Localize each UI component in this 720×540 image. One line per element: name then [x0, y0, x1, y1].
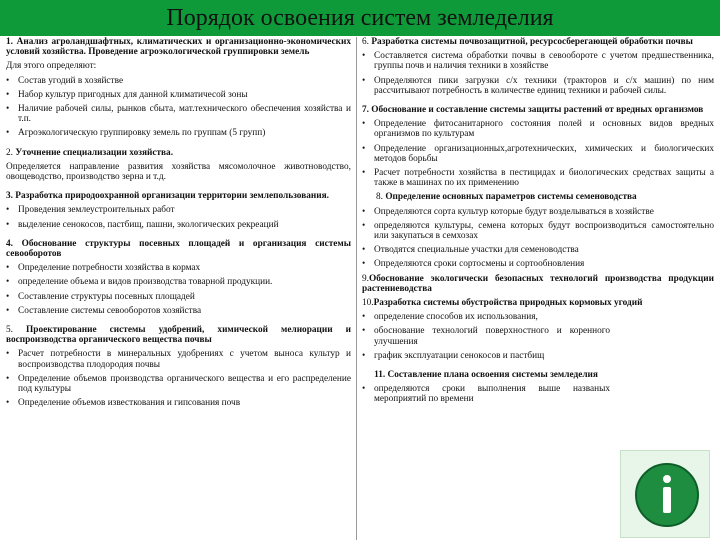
- section-6-heading: [362, 37, 714, 47]
- list-item: • Составление структуры посевных площадей: [6, 292, 351, 302]
- section-10-title: Разработка системы обустройства природных кормовых угодий: [373, 298, 643, 309]
- section-8-title: Определение основных параметров системы семеноводства: [385, 192, 637, 203]
- list-item: • Определяются сроки сортосмены и сортообновления: [362, 259, 714, 269]
- section-10-number: 10.: [362, 298, 374, 309]
- list-item: • Проведения землеустроительных работ: [6, 205, 351, 215]
- list-item: • график эксплуатации сенокосов и пастбищ: [362, 351, 610, 361]
- section-1-intro: Для этого определяют:: [6, 61, 97, 72]
- section-5-number: 5.: [6, 325, 13, 336]
- list-item: • Определение объемов известкования и гипсования почв: [6, 398, 351, 408]
- list-item: • Определяются сорта культур которые будут возделываться в хозяйстве: [362, 207, 714, 217]
- list-item: • Составление системы севооборотов хозяйства: [6, 306, 351, 316]
- list-item: • Определение фитосанитарного состояния полей и основных видов вредных организмов по культурам: [362, 119, 714, 139]
- section-3-heading: 3. Разработка природоохранной организации территории землепользования.: [6, 191, 329, 202]
- list-item: • Состав угодий в хозяйстве: [6, 76, 351, 86]
- info-icon: [635, 463, 699, 527]
- list-item: • Определение объемов производства органического вещества и его распределение под культуры: [6, 374, 351, 394]
- left-column: [6, 37, 351, 540]
- section-2-title: Уточнение специализации хозяйства.: [15, 147, 174, 158]
- section-8-number: 8.: [376, 192, 383, 203]
- list-item: • Отводятся специальные участки для семеноводства: [362, 245, 714, 255]
- list-item: • определяются сроки выполнения выше названых мероприятий по времени: [362, 384, 610, 404]
- section-5-title: Проектирование системы удобрений, химической мелиорации и воспроизводства органического вещества почвы: [6, 325, 351, 346]
- section-7-heading: 7. Обоснование и составление системы защиты растений от вредных организмов: [362, 105, 704, 116]
- section-1-heading: 1. Анализ агроландшафтных, климатических и организационно-экономических условий хозяйства. Проведение агроэкологической группировки земель: [6, 37, 351, 58]
- column-divider: [356, 37, 357, 540]
- list-item: • определение объема и видов производства товарной продукции.: [6, 277, 351, 287]
- section-10-heading: [362, 298, 714, 308]
- list-item: • определение способов их использования,: [362, 312, 610, 322]
- section-9-number: 9.: [362, 273, 369, 284]
- section-6-title: Разработка системы почвозащитной, ресурсосберегающей обработки почвы: [371, 37, 693, 47]
- page-title: Порядок освоения систем земледелия: [166, 5, 554, 31]
- list-item: • Определение потребности хозяйства в кормах: [6, 263, 351, 273]
- list-item: • выделение сенокосов, пастбищ, пашни, экологических рекреаций: [6, 220, 351, 230]
- list-item: • Составляется система обработки почвы в севообороте с учетом предшественника, группы почв и наличия техники в хозяйстве: [362, 51, 714, 71]
- info-badge: [620, 450, 710, 538]
- section-4-heading: 4. Обоснование структуры посевных площадей и организация системы севооборотов: [6, 238, 351, 260]
- section-2-text: Определяется направление развития хозяйства мясомолочное животноводство, овощеводство, производство зерна и т.д.: [6, 161, 351, 183]
- section-9-title: Обоснование экологически безопасных технологий производства продукции растениеводства: [362, 273, 714, 294]
- list-item: • Наличие рабочей силы, рынков сбыта, мат.технического обеспечения хозяйства и т.п.: [6, 104, 351, 124]
- list-item: • Агроэкологическую группировку земель по группам (5 групп): [6, 128, 351, 138]
- list-item: • Определяются пики загрузки с/х техники (тракторов и с/х машин) по ним рассчитывают потребность в количестве единиц техники и рабочей силы.: [362, 76, 714, 96]
- section-2-number: 2.: [6, 147, 13, 158]
- section-6-number: 6.: [362, 37, 369, 47]
- list-item: • Набор культур пригодных для данной климатичесой зоны: [6, 90, 351, 100]
- section-11-heading: 11. Составление плана освоения системы земледелия: [374, 370, 598, 381]
- section-9-heading: [362, 274, 714, 294]
- list-item: • обоснование технологий поверхностного и коренного улучшения: [362, 326, 610, 346]
- section-2-heading: [6, 148, 351, 158]
- list-item: • Определение организационных,агротехнических, химических и биологических методов борьбы: [362, 144, 714, 164]
- list-item: • Расчет потребности в минеральных удобрениях с учетом выноса культур и воспроизводства плодородия почвы: [6, 349, 351, 369]
- section-5-heading: [6, 325, 351, 345]
- list-item: • определяются культуры, семена которых будут воспроизводиться самостоятельно или закупаться в семхозах: [362, 221, 714, 241]
- list-item: • Расчет потребности хозяйства в пестицидах и биологических средствах защиты а также в машинах по их применению: [362, 168, 714, 188]
- section-8-heading: [362, 192, 714, 202]
